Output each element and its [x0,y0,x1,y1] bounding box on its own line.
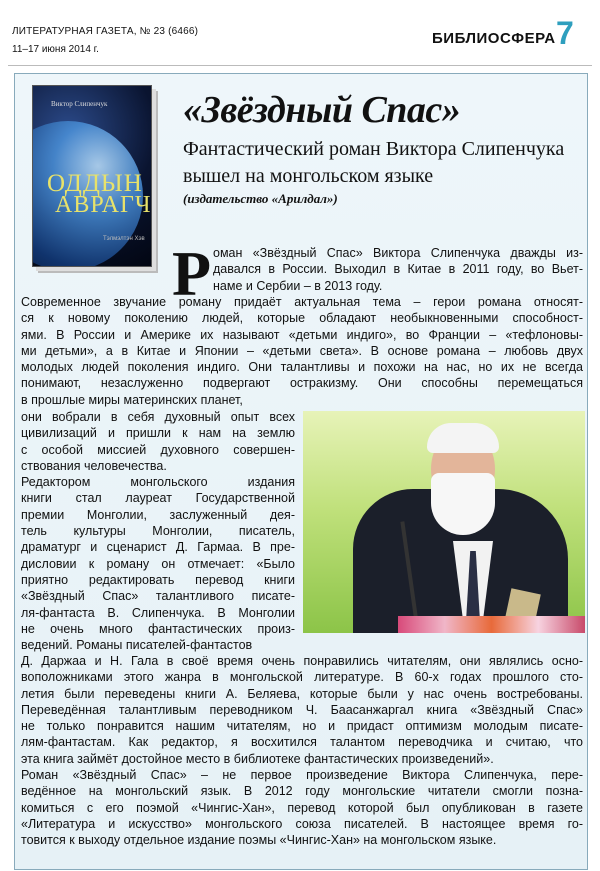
article-text-line: наме и Сербии – в 2013 году. [213,278,383,293]
article-text-line: ствования человечества. [21,458,167,473]
drop-cap: Р [172,238,212,309]
article-intro [213,245,583,294]
article-text-line: ями. В России и Америке их называют «детьми индиго», во Франции – «тефлоновы- [21,327,583,342]
article-text-line: понимают, незаслуженно подвергают остракизму. Они способны перемещаться [21,376,583,391]
article-title: «Звёздный Спас» [183,89,461,131]
article-text-line: летия были переведены книги А. Беляева, которые были у нас очень востребованы. [21,686,583,701]
article-publisher: (издательство «Арилдал») [183,191,338,206]
article-text-line: эта книга займёт достойное место в библиотеке фантастических произведений». [21,751,494,766]
article-text-line: с особой миссией духовного совершен- [21,442,295,457]
article-text-line: ведённое на монгольский язык. В 2012 году монгольские читатели смогли позна- [21,784,583,799]
article-text-line: ми детьми», а в Китае и Японии – «детьми света». В основе романа – любовь двух [21,343,583,358]
article-text-line: дисловии к роману он отмечает: «Было [21,556,295,571]
article-text-line: оман «Звёздный Спас» Виктора Слипенчука дважды из- [213,246,583,260]
article-text-line: ведений. Романы писателей-фантастов [21,638,253,653]
article-box [14,73,588,870]
article-body-narrow [21,409,295,653]
article-text-line: они вобрали в себя духовный опыт всех [21,410,295,424]
section-title: БИБЛИОСФЕРА [432,30,556,47]
article-text-line: цивилизаций и пришли к нам на землю [21,426,295,441]
article-text-line: в прошлые миры материнских планет, [21,392,243,407]
article-text-line: товится к выходу отдельное издание поэмы «Чингис-Хан» на монгольском языке. [21,833,497,848]
article-subtitle [183,136,583,190]
article-text-line: не только понравится нашим читателям, но и придаст оптимизм молодым писате- [21,719,583,734]
article-text-line: тель культуры Монголии, писатель, [21,524,295,539]
article-text-line: драматург и сценарист Д. Гармаа. В пре- [21,540,295,555]
article-text-line: лям-фантастам. Как редактор, я восхитился талантом переводчика и считаю, что [21,735,583,750]
subtitle-line: вышел на монгольском языке [183,165,434,187]
book-cover-author: Виктор Слипенчук [51,100,108,108]
publication-date: 11–17 июня 2014 г. [12,44,99,55]
publication-name: ЛИТЕРАТУРНАЯ ГАЗЕТА, № 23 (6466) [12,26,199,37]
article-text-line: молодых людей поколения индиго. Они талантливы и похожи на нас, но их не всегда [21,360,583,375]
article-body-wide [21,653,583,849]
article-text-line: премии Монголии, заслуженный дея- [21,507,295,522]
article-text-line: ся к новому поколению людей, которые обладают необыкновенными способност- [21,311,583,326]
article-text-line: «Звёздный Спас» талантливого писате- [21,589,295,604]
book-cover [32,85,152,267]
subtitle-line: Фантастический роман Виктора Слипенчука [183,138,565,160]
article-text-line: Д. Даржаа и Н. Гала в своё время очень понравились читателям, они являлись осно- [21,654,583,668]
article-text-line: книги стал лауреат Государственной [21,491,295,506]
book-cover-title-line1: ОДДЫН [47,170,143,197]
article-text-line: приятно редактировать перевод книги [21,572,295,587]
article-text-line: давался в России. Выходил в Китае в 2011 году, во Вьет- [213,262,583,277]
article-text-line: не очень много фантастических произ- [21,621,295,636]
article-text-line: Редактором монгольского издания [21,475,295,490]
article-text-line: воположниками этого жанра в монгольской литературе. В 60-х годах прошлого сто- [21,670,583,685]
article-text-line: «Литература и искусство» монгольского союза писателей. В настоящее время го- [21,816,583,831]
article-text-line: Роман «Звёздный Спас» – не первое произведение Виктора Слипенчука, пере- [21,768,583,783]
book-cover-publisher: Тэлмэлтэн Хэв [103,236,145,242]
book-cover-image [32,85,162,275]
article-text-line: Переведённая талантливым переводником Ч. Баасанжаргал книга «Звёздный Спас» [21,702,583,717]
header-divider [8,65,592,66]
article-text-line: Современное звучание роману придаёт актуальная тема – герои романа относят- [21,295,583,309]
book-cover-title-line2: АВРАГЧ [55,192,152,218]
article-body-wide [21,294,583,408]
page-header [0,0,600,72]
author-photo [303,411,585,633]
page-number: 7 [556,15,574,51]
article-text-line: комиться с его поэмой «Чингис-Хан», перевод которой был опубликован в газете [21,800,583,815]
article-text-line: ля-фантаста В. Слипенчука. В Монголии [21,605,295,620]
